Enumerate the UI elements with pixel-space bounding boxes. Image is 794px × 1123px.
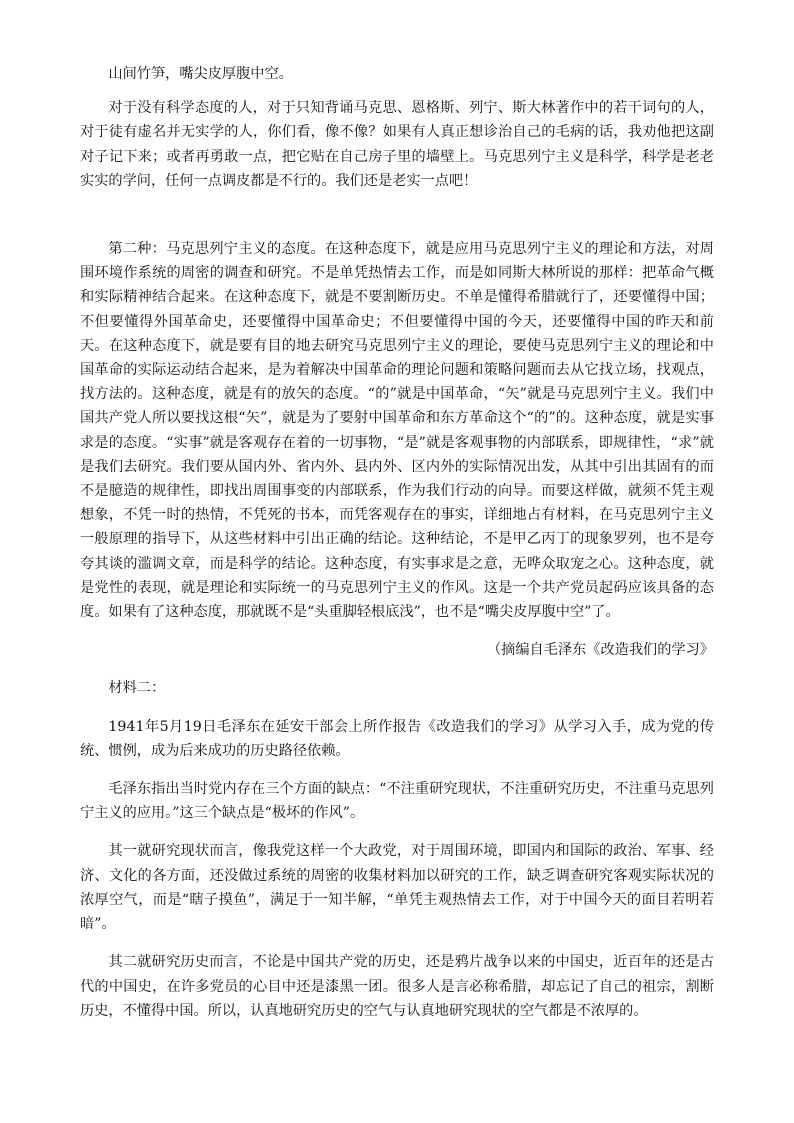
paragraph-couplet-end: 山间竹笋，嘴尖皮厚腹中空。 bbox=[108, 66, 293, 82]
material-paragraph-4: 其二就研究历史而言，不论是中国共产党的历史，还是鸦片战争以来的中国史，近百年的还是古代的中国史，在许多党员的心目中还是漆黑一团。很多人是言必称希腊，却忘记了自己的祖宗，割断历史，不懂得中国。所以，认真地研究历史的空气与认真地研究现状的空气都是不浓厚的。 bbox=[80, 954, 714, 1019]
paragraph-second-attitude: 第二种：马克思列宁主义的态度。在这种态度下，就是应用马克思列宁主义的理论和方法，对周围环境作系统的周密的调查和研究。不是单凭热情去工作，而是如同斯大林所说的那样：把革命气概和实际精神结合起来。在这种态度下，就是不要割断历史。不单是懂得希腊就行了，还要懂得中国；不但要懂得外国革命史，还要懂得中国革命史；不但要懂得中国的今天，还要懂得中国的昨天和前天。在这种态度下，就是要有目的地去研究马克思列宁主义的理论，要使马克思列宁主义的理论和中国革命的实际运动结合起来，是为着解决中国革命的理论问题和策略问题而去从它找立场，找观点，找方法的。这种态度，就是有的放矢的态度。“的”就是中国革命，“矢”就是马克思列宁主义。我们中国共产党人所以要找这根“矢”，就是为了要射中国革命和东方革命这个“的”的。这种态度，就是实事求是的态度。“实事”就是客观存在着的一切事物，“是”就是客观事物的内部联系，即规律性，“求”就是我们去研究。我们要从国内外、省内外、县内外、区内外的实际情况出发，从其中引出其固有的而不是臆造的规律性，即找出周围事变的内部联系，作为我们行动的向导。而要这样做，就须不凭主观想象，不凭一时的热情，不凭死的书本，而凭客观存在的事实，详细地占有材料，在马克思列宁主义一般原理的指导下，从这些材料中引出正确的结论。这种结论，不是甲乙丙丁的现象罗列，也不是夸夸其谈的滥调文章，而是科学的结论。这种态度，有实事求是之意，无哗众取宠之心。这种态度，就是党性的表现，就是理论和实际统一的马克思列宁主义的作风。这是一个共产党员起码应该具备的态度。如果有了这种态度，那就既不是“头重脚轻根底浅”，也不是“嘴尖皮厚腹中空”了。 bbox=[80, 241, 714, 621]
paragraph-unscientific-attitude: 对于没有科学态度的人，对于只知背诵马克思、恩格斯、列宁、斯大林著作中的若干词句的人，对于徒有虚名并无实学的人，你们看，像不像？如果有人真正想诊治自己的毛病的话，我劝他把这副对子记下来；或者再勇敢一点，把它贴在自己房子里的墙壁上。马克思列宁主义是科学，科学是老老实实的学问，任何一点调皮都是不行的。我们还是老实一点吧！ bbox=[80, 100, 714, 189]
material-paragraph-2: 毛泽东指出当时党内存在三个方面的缺点：“不注重研究现状，不注重研究历史，不注重马克思列宁主义的应用。”这三个缺点是“极坏的作风”。 bbox=[80, 781, 714, 822]
material-paragraph-1: 1941年5月19日毛泽东在延安干部会上所作报告《改造我们的学习》从学习入手，成为党的传统、惯例，成为后来成功的历史路径依赖。 bbox=[80, 718, 714, 759]
material-two-label: 材料二： bbox=[108, 680, 166, 697]
source-citation: （摘编自毛泽东《改造我们的学习》 bbox=[486, 642, 714, 659]
material-paragraph-3: 其一就研究现状而言，像我党这样一个大政党，对于周围环境，即国内和国际的政治、军事、经济、文化的各方面，还没做过系统的周密的收集材料加以研究的工作，缺乏调查研究客观实际状况的浓厚空气，而是“瞎子摸鱼”，满足于一知半解，“单凭主观热情去工作，对于中国今天的面目若明若暗”。 bbox=[80, 843, 714, 933]
